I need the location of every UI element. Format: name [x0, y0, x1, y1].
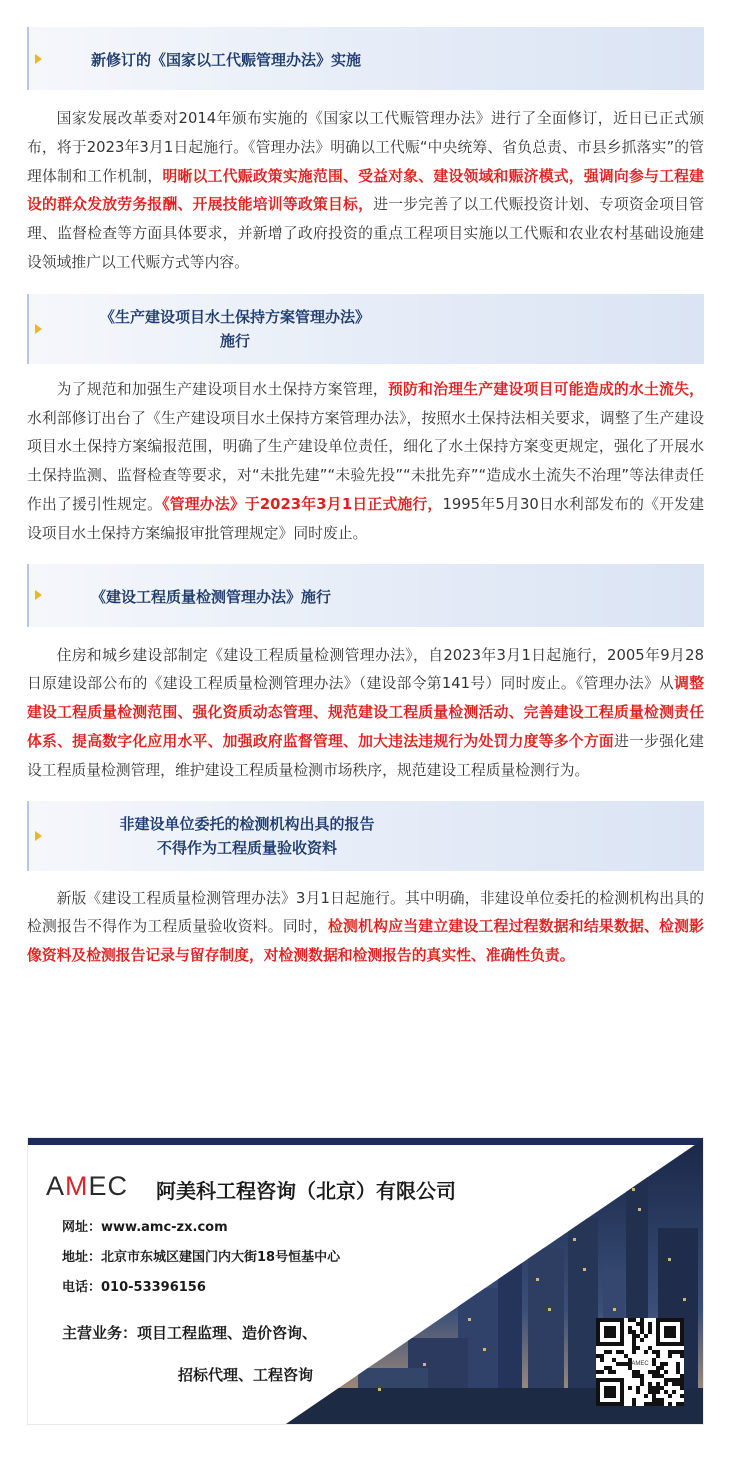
paragraph-highlight: 调整建设工程质量检测范围、强化资质动态管理、规范建设工程质量检测活动、完善建设工程质量检测责任体系、提高数字化应用水平、加强政府监督管理、加大违法违规行为处罚力度等多个方面	[27, 675, 704, 750]
paragraph-text: 为了规范和加强生产建设项目水土保持方案管理，	[56, 380, 388, 398]
logo-letter: C	[107, 1171, 129, 1201]
section-header	[27, 564, 704, 627]
paragraph-text: 进一步强化建设工程质量检测管理，维护建设工程质量检测市场秩序，规范建设工程质量检测行为。	[27, 732, 704, 779]
section-paragraph	[27, 885, 704, 971]
section-title	[65, 305, 405, 353]
paragraph-text: 国家发展改革委对2014年颁布实施的《国家以工代赈管理办法》进行了全面修订，近日已正式颁布，将于2023年3月1日起施行。《管理办法》明确以工代赈“中央统筹、省负总责、市县乡抓落实”的管理体制和工作机制，	[27, 110, 704, 185]
section-title-line: 《生产建设项目水土保持方案管理办法》	[99, 307, 370, 326]
logo-letter: E	[88, 1171, 108, 1201]
amec-logo	[46, 1171, 128, 1202]
address-text: 地址：北京市东城区建国门内大街18号恒基中心	[62, 1250, 341, 1265]
company-name: 阿美科工程咨询（北京）有限公司	[156, 1179, 456, 1203]
qr-center-label: AMEC	[631, 1361, 649, 1367]
section-title: 《建设工程质量检测管理办法》施行	[91, 587, 332, 606]
section-title	[77, 812, 417, 860]
qr-code-icon	[596, 1318, 684, 1406]
section-header	[27, 801, 704, 871]
section-title-line: 非建设单位委托的检测机构出具的报告	[119, 814, 375, 833]
section-paragraph	[27, 105, 704, 278]
triangle-marker-icon	[35, 54, 42, 64]
business-line-1: 主营业务：项目工程监理、造价咨询、	[62, 1324, 318, 1342]
paragraph-text: 进一步完善了以工代赈投资计划、专项资金项目管理、监督检查等方面具体要求，并新增了政府投资的重点工程项目实施以工代赈和农业农村基础设施建设领域推广以工代赈方式等内容。	[27, 196, 704, 271]
logo-letter: A	[46, 1171, 66, 1201]
paragraph-highlight: 明晰以工代赈政策实施范围、受益对象、建设领域和赈济模式，强调向参与工程建设的群众发放劳务报酬、开展技能培训等政策目标，	[27, 167, 704, 214]
section-paragraph	[27, 376, 704, 549]
paragraph-text: 1995年5月30日水利部发布的《开发建设项目水土保持方案编报审批管理规定》同时废止。	[27, 495, 704, 542]
qr-code	[596, 1318, 684, 1406]
triangle-marker-icon	[35, 831, 42, 841]
paragraph-text: 水利部修订出台了《生产建设项目水土保持方案管理办法》，按照水土保持法相关要求，调整了生产建设项目水土保持方案编报范围，明确了生产建设单位责任，细化了水土保持方案变更规定，强化了开展水土保持监测、监督检查等要求，对“未批先建”“未验先投”“未批先弃”“造成水土流失不治理”等法律责任作出了援引性规定。	[27, 409, 704, 513]
section-title-line: 不得作为工程质量验收资料	[156, 838, 337, 857]
section-title: 新修订的《国家以工代赈管理办法》实施	[91, 51, 362, 69]
article	[27, 27, 704, 971]
paragraph-text: 住房和城乡建设部制定《建设工程质量检测管理办法》，自2023年3月1日起施行，2005年9月28日原建设部公布的《建设工程质量检测管理办法》（建设部令第141号）同时废止。《管理办法》从	[27, 646, 704, 693]
section-header	[27, 27, 704, 90]
company-banner	[27, 1137, 704, 1425]
logo-letter: M	[65, 1171, 89, 1201]
triangle-marker-icon	[35, 324, 42, 334]
section-header	[27, 294, 704, 364]
website-text: 网址：www.amc-zx.com	[62, 1220, 228, 1235]
phone-text: 电话：010-53396156	[62, 1280, 206, 1295]
business-line-2: 招标代理、工程咨询	[178, 1366, 314, 1384]
paragraph-highlight: 检测机构应当建立建设工程过程数据和结果数据、检测影像资料及检测报告记录与留存制度，对检测数据和检测报告的真实性、准确性负责。	[27, 918, 704, 965]
paragraph-text: 新版《建设工程质量检测管理办法》3月1日起施行。其中明确，非建设单位委托的检测机构出具的检测报告不得作为工程质量验收资料。同时，	[27, 889, 704, 936]
section-title-line: 施行	[219, 331, 250, 350]
section-paragraph	[27, 642, 704, 786]
paragraph-highlight: 《管理办法》于2023年3月1日正式施行，	[162, 495, 443, 513]
paragraph-highlight: 预防和治理生产建设项目可能造成的水土流失，	[387, 380, 704, 398]
triangle-marker-icon	[35, 590, 42, 600]
